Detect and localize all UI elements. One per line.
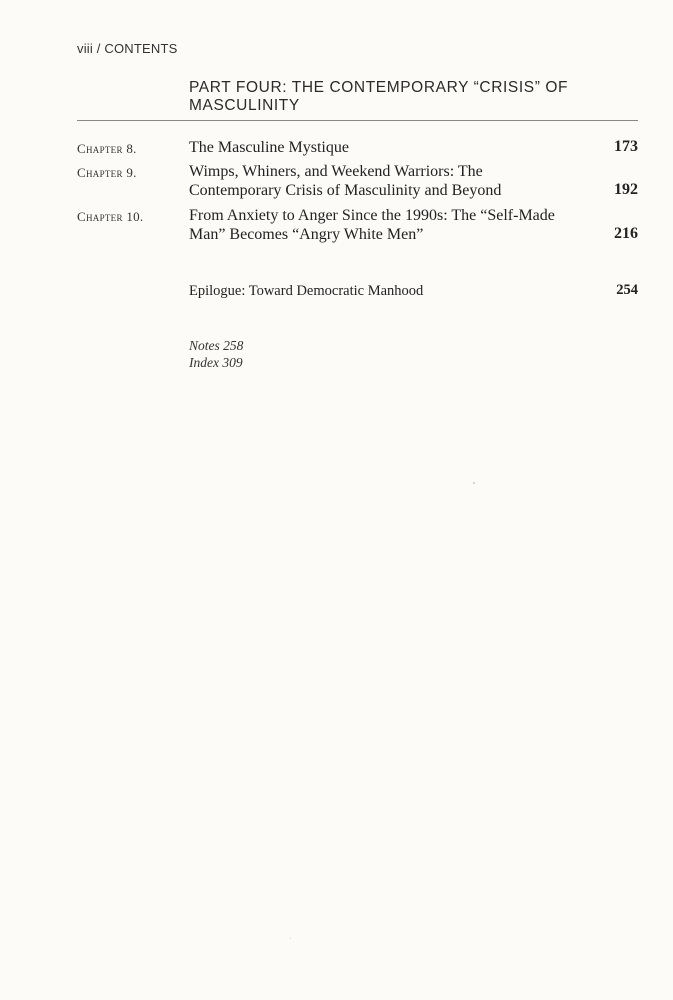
toc-entry-chapter-8[interactable] — [0, 138, 673, 158]
toc-entry-epilogue[interactable] — [0, 282, 673, 302]
chapter-label: Chapter 10. — [77, 209, 144, 224]
part-heading-line-2: MASCULINITY — [189, 97, 300, 114]
chapter-page-number: 216 — [614, 225, 638, 242]
chapter-title-line-2: Man” Becomes “Angry White Men” — [189, 226, 424, 243]
chapter-title — [189, 138, 609, 157]
toc-entry-chapter-10[interactable] — [0, 206, 673, 246]
chapter-title-line-2: Contemporary Crisis of Masculinity and Beyond — [189, 182, 502, 199]
part-heading — [189, 79, 639, 115]
chapter-title-line-1: Wimps, Whiners, and Weekend Warriors: The — [189, 163, 483, 180]
chapter-label: Chapter 8. — [77, 141, 137, 156]
chapter-page-number: 192 — [614, 181, 638, 198]
running-head: viii / CONTENTS — [77, 41, 178, 56]
chapter-title-line-1: From Anxiety to Anger Since the 1990s: The “Self-Made — [189, 207, 555, 224]
part-divider — [77, 120, 638, 121]
back-matter — [189, 337, 243, 371]
chapter-title-line-1: The Masculine Mystique — [189, 139, 349, 156]
index-entry[interactable]: Index 309 — [189, 355, 243, 370]
chapter-title — [189, 206, 609, 244]
part-heading-line-1: PART FOUR: THE CONTEMPORARY “CRISIS” OF — [189, 79, 569, 96]
paper-speck — [473, 482, 475, 484]
paper-speck — [290, 938, 291, 939]
toc-entry-chapter-9[interactable] — [0, 162, 673, 202]
epilogue-page-number: 254 — [616, 282, 638, 298]
epilogue-title: Epilogue: Toward Democratic Manhood — [189, 283, 424, 299]
chapter-title — [189, 162, 609, 200]
notes-entry[interactable]: Notes 258 — [189, 338, 244, 353]
chapter-label: Chapter 9. — [77, 165, 137, 180]
chapter-page-number: 173 — [614, 138, 638, 155]
